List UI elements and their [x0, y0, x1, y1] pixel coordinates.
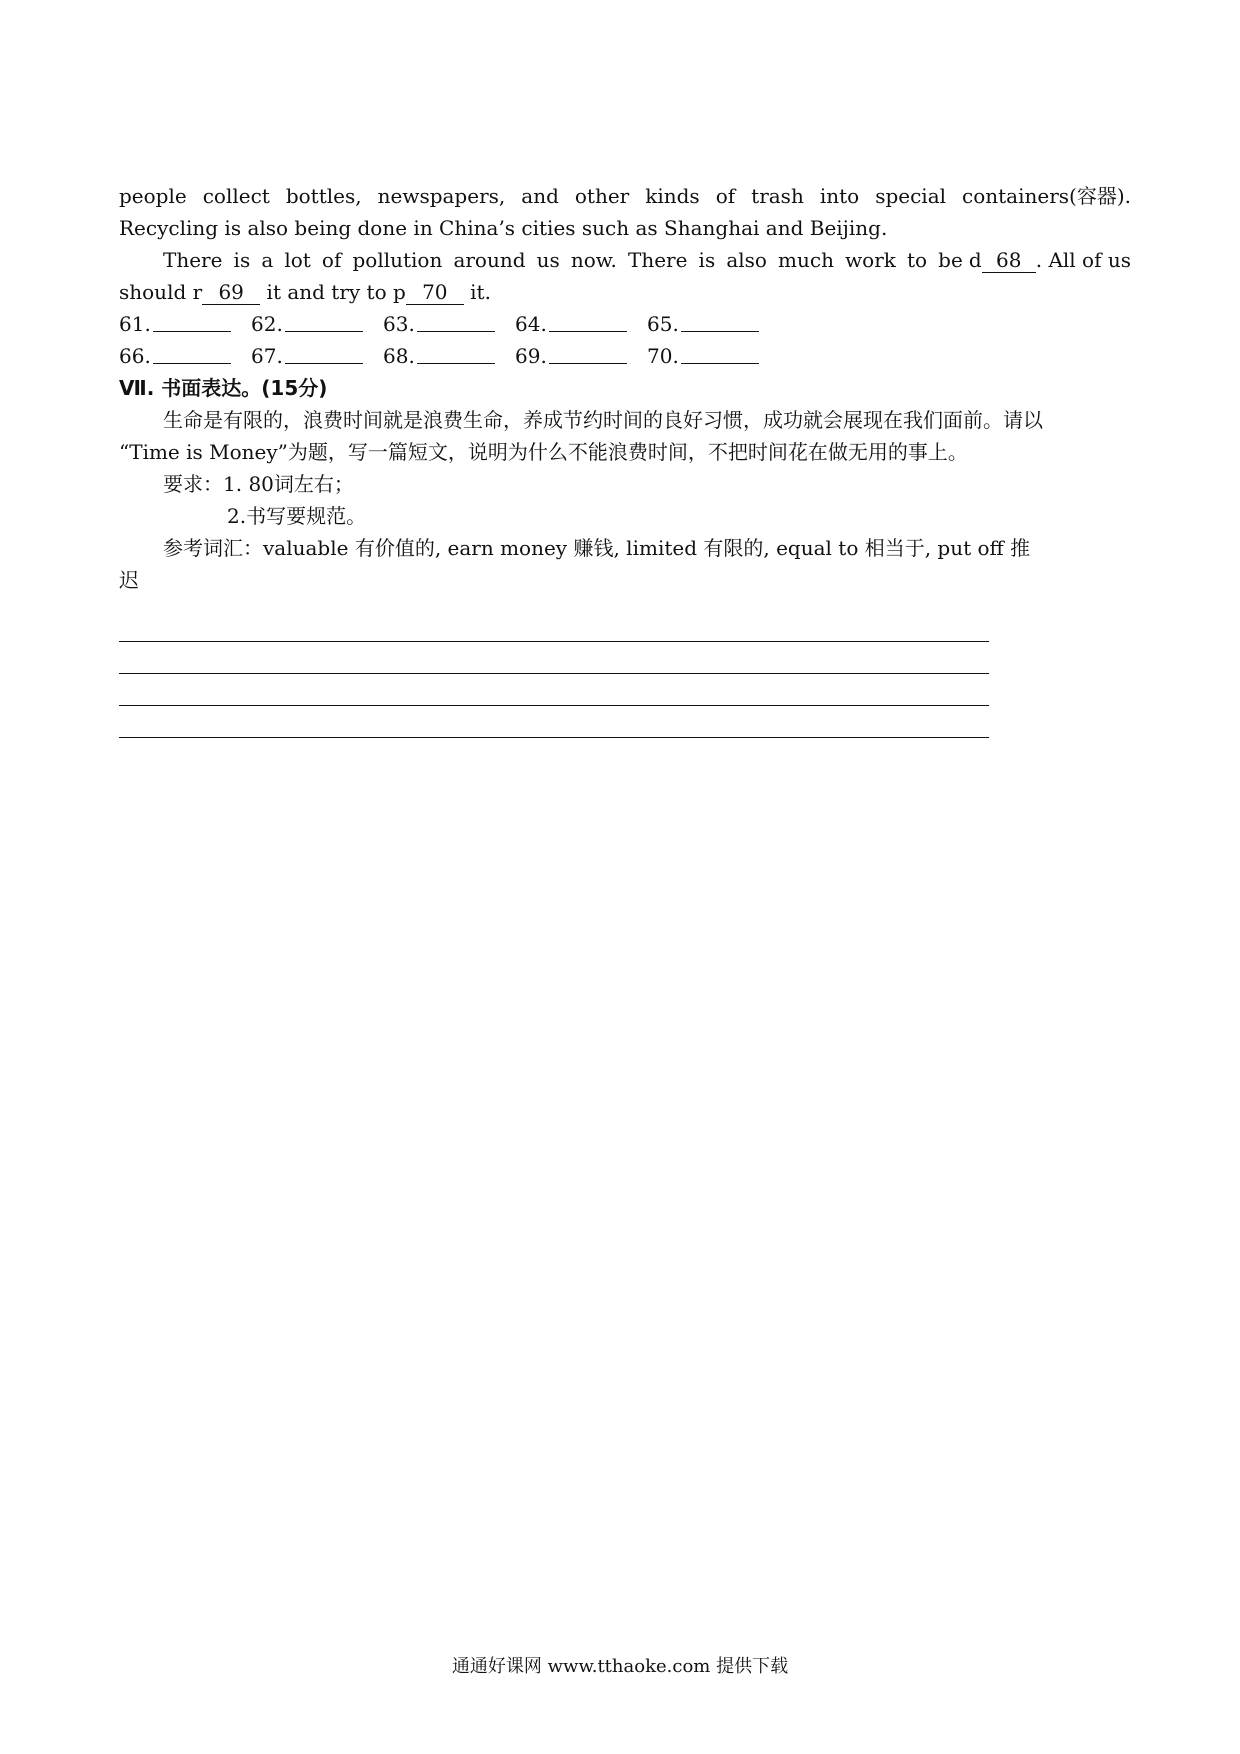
word: containers(容器).: [962, 184, 1131, 208]
blank-68[interactable]: 68: [982, 248, 1036, 273]
writing-prompt-line-1: 生命是有限的，浪费时间就是浪费生命，养成节约时间的良好习惯，成功就会展现在我们面前。请以: [163, 408, 1043, 432]
answer-item: 64.: [515, 308, 647, 340]
answer-item: 62.: [251, 308, 383, 340]
word: into: [819, 184, 860, 208]
requirement-2: 2.书写要规范。: [227, 504, 367, 528]
word: pollution: [352, 248, 443, 272]
passage-line-4: should r 69 it and try to p 70 it.: [119, 280, 491, 304]
word: of: [321, 248, 342, 272]
word: There: [163, 248, 223, 272]
writing-area: [119, 610, 989, 738]
answer-blank[interactable]: [681, 309, 759, 332]
passage-line-2: Recycling is also being done in China’s cities such as Shanghai and Beijing.: [119, 216, 888, 240]
word: people: [119, 184, 187, 208]
requirement-1: 要求：1. 80词左右；: [163, 472, 354, 496]
answer-item: 66.: [119, 340, 251, 372]
answer-item: 67.: [251, 340, 383, 372]
word: work: [845, 248, 896, 272]
writing-line[interactable]: [119, 610, 989, 642]
word: be: [938, 248, 963, 272]
word: lot: [284, 248, 311, 272]
answer-blank[interactable]: [681, 341, 759, 364]
answer-blank[interactable]: [549, 341, 627, 364]
answer-blank[interactable]: [417, 341, 495, 364]
answer-blank[interactable]: [153, 341, 231, 364]
answer-blank[interactable]: [285, 309, 363, 332]
word: newspapers,: [377, 184, 506, 208]
answer-row-1: [119, 308, 1131, 340]
passage-line-1: [119, 180, 1131, 212]
answer-blank[interactable]: [417, 309, 495, 332]
vocabulary-line-2: 迟: [119, 568, 139, 592]
passage-line-3: There is a lot of pollution around us now. There is also much work to be d 68 . All of us: [119, 244, 1131, 276]
word: is: [233, 248, 251, 272]
word: around: [453, 248, 526, 272]
page-footer: 通通好课网 www.tthaoke.com 提供下载: [451, 1656, 789, 1677]
word: collect: [202, 184, 270, 208]
writing-line[interactable]: [119, 706, 989, 738]
word: now.: [570, 248, 617, 272]
answer-item: 70.: [647, 340, 779, 372]
writing-line[interactable]: [119, 674, 989, 706]
word: is: [698, 248, 716, 272]
word: to: [907, 248, 928, 272]
word: special: [875, 184, 947, 208]
word: a: [261, 248, 274, 272]
word: There: [628, 248, 688, 272]
word: of: [715, 184, 736, 208]
word: other: [574, 184, 630, 208]
blank-70[interactable]: 70: [406, 280, 464, 305]
word: bottles,: [285, 184, 362, 208]
vocabulary-line-1: 参考词汇：valuable 有价值的, earn money 赚钱, limited 有限的, equal to 相当于, put off 推: [163, 536, 1031, 560]
answer-item: 61.: [119, 308, 251, 340]
word: also: [726, 248, 767, 272]
document-page: [119, 180, 1131, 738]
word: kinds: [645, 184, 700, 208]
answer-item: 63.: [383, 308, 515, 340]
answer-row-2: [119, 340, 1131, 372]
writing-prompt-line-2: “Time is Money”为题，写一篇短文，说明为什么不能浪费时间，不把时间花在做无用的事上。: [119, 440, 968, 464]
answer-blank[interactable]: [549, 309, 627, 332]
word: and: [521, 184, 559, 208]
writing-line[interactable]: [119, 642, 989, 674]
answer-blank[interactable]: [285, 341, 363, 364]
section-heading: Ⅶ. 书面表达。(15分): [119, 376, 328, 400]
blank-69[interactable]: 69: [202, 280, 260, 305]
answer-item: 69.: [515, 340, 647, 372]
answer-item: 68.: [383, 340, 515, 372]
word: much: [778, 248, 834, 272]
word: trash: [751, 184, 804, 208]
word: us: [536, 248, 560, 272]
answer-blank[interactable]: [153, 309, 231, 332]
answer-item: 65.: [647, 308, 779, 340]
